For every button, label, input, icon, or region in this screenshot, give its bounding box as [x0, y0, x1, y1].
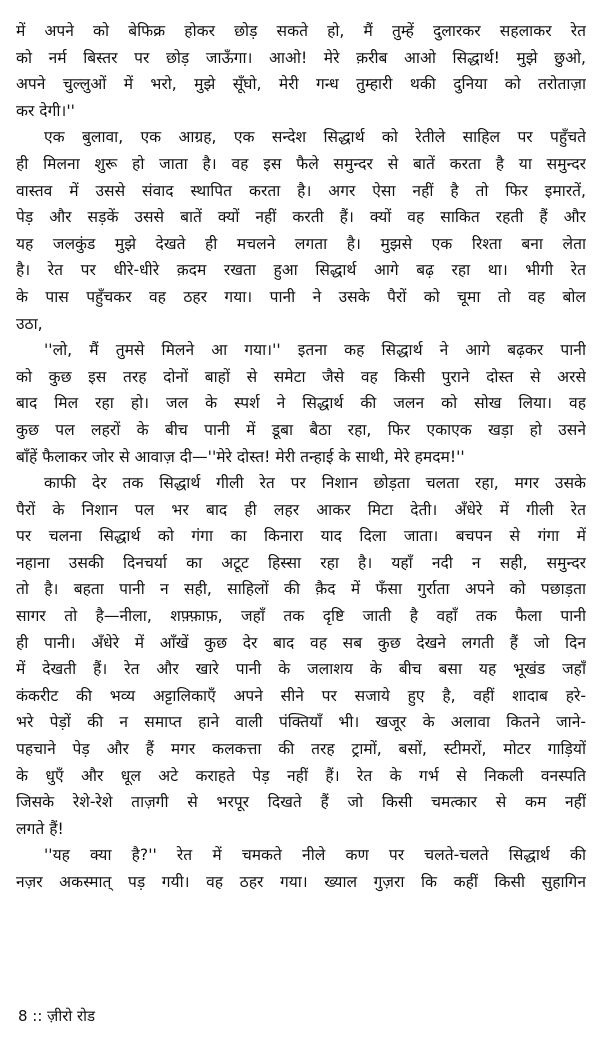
text-line: पर चलना सिद्धार्थ को गंगा का किनारा याद दिला जाता। बचपन से गंगा में [16, 527, 586, 546]
text-line: कर देगी।'' [16, 101, 75, 120]
text-line: ही पानी। अँधेरे में आँखें कुछ देर बाद वह सब कुछ देखने लगती हैं जो दिन [16, 633, 586, 652]
paragraph-3 [16, 337, 586, 470]
text-line: अपने चुल्लुओं में भरो, मुझे सूँघो, मेरी गन्ध तुम्हारी थकी दुनिया को तरोताज़ा [16, 75, 586, 94]
text-line: तो है। बहता पानी न सही, साहिलों की क़ैद में फँसा गुर्राता अपने को पछाड़ता [16, 580, 586, 599]
text-line: ही मिलना शुरू हो जाता है। वह इस फैले समुन्दर से बातें करता है या समुन्दर [16, 154, 586, 173]
text-line: के धुएँ और धूल अटे कराहते पेड़ नहीं हैं। रेत के गर्भ से निकली वनस्पति [16, 766, 586, 785]
text-line: कुछ पल लहरों के बीच पानी में डूबा बैठा रहा, फिर एकाएक खड़ा हो उसने [16, 420, 586, 439]
text-line: में अपने को बेफिक्र होकर छोड़ सकते हो, मैं तुम्हें दुलारकर सहलाकर रेत [16, 22, 586, 40]
text-line: नज़र अकस्मात् पड़ गयी। वह ठहर गया। ख्याल गुज़रा कि कहीं किसी सुहागिन [16, 873, 586, 891]
text-line: के पास पहुँचकर वह ठहर गया। पानी ने उसके पैरों को चूमा तो वह बोल [16, 287, 586, 306]
paragraph-2 [16, 124, 586, 337]
text-line: कंकरीट की भव्य अट्टालिकाएँ अपने सीने पर सजाये हुए है, वहीं शादाब हरे- [16, 686, 586, 705]
text-line: में देखती हैं। रेत और खारे पानी के जलाशय के बीच बसा यह भूखंड जहाँ [16, 660, 586, 679]
text-line: सागर तो है—नीला, शफ़्फ़ाफ़, जहाँ तक दृष्टि जाती है वहाँ तक फैला पानी [16, 607, 586, 626]
text-line: को कुछ इस तरह दोनों बाहों से समेटा जैसे वह किसी पुराने दोस्त से अरसे [16, 367, 586, 386]
text-line: पहचाने पेड़ और हैं मगर कलकत्ता की तरह ट्रामों, बसों, स्टीमरों, मोटर गाड़ियों [16, 740, 586, 759]
paragraph-1 [16, 18, 586, 124]
text-line: यह जलकुंड मुझे देखते ही मचलने लगता है। मुझसे एक रिश्ता बना लेता [16, 234, 586, 253]
text-line: पैरों के निशान पल भर बाद ही लहर आकर मिटा देती। अँधेरे में गीली रेत [16, 500, 586, 519]
text-line: को नर्म बिस्तर पर छोड़ जाऊँगा। आओ! मेरे क़रीब आओ सिद्धार्थ! मुझे छुओ, [16, 48, 586, 67]
page-footer: 8 :: ज़ीरो रोड [18, 1007, 96, 1025]
text-line: जिसके रेशे-रेशे ताज़गी से भरपूर दिखते हैं जो किसी चमत्कार से कम नहीं [16, 793, 586, 812]
text-line: लगते हैं! [16, 819, 64, 838]
text-line: वास्तव में उससे संवाद स्थापित करता है। अगर ऐसा नहीं है तो फिर इमारतें, [16, 181, 586, 200]
text-line: नहाना उसकी दिनचर्या का अटूट हिस्सा रहा है। यहाँ नदी न सही, समुन्दर [16, 553, 586, 572]
text-line: उठा, [16, 314, 43, 333]
text-line: भरे पेड़ों की न समाप्त हाने वाली पंक्तियाँ भी। खजूर के अलावा कितने जाने- [16, 713, 586, 732]
text-line: काफी देर तक सिद्धार्थ गीली रेत पर निशान छोड़ता चलता रहा, मगर उसके [44, 474, 586, 493]
text-line: ''लो, मैं तुमसे मिलने आ गया।'' इतना कह सिद्धार्थ ने आगे बढ़कर पानी [44, 341, 586, 360]
text-line: है। रेत पर धीरे-धीरे क़दम रखता हुआ सिद्धार्थ आगे बढ़ रहा था। भीगी रेत [16, 261, 586, 280]
text-line: बाद मिल रहा हो। जल के स्पर्श ने सिद्धार्थ की जलन को सोख लिया। वह [16, 394, 586, 413]
paragraph-5 [16, 842, 586, 895]
text-line: पेड़ और सड़कें उससे बातें क्यों नहीं करती हैं। क्यों वह साकित रहती हैं और [16, 208, 586, 227]
text-line: ''यह क्या है?'' रेत में चमकते नीले कण पर चलते-चलते सिद्धार्थ की [44, 846, 586, 865]
text-line: बाँहें फैलाकर जोर से आवाज़ दी—''मेरे दोस्त! मेरी तन्हाई के साथी, मेरे हमदम!'' [16, 447, 465, 466]
text-line: एक बुलावा, एक आग्रह, एक सन्देश सिद्धार्थ को रेतीले साहिल पर पहुँचते [44, 128, 586, 147]
paragraph-4 [16, 470, 586, 842]
